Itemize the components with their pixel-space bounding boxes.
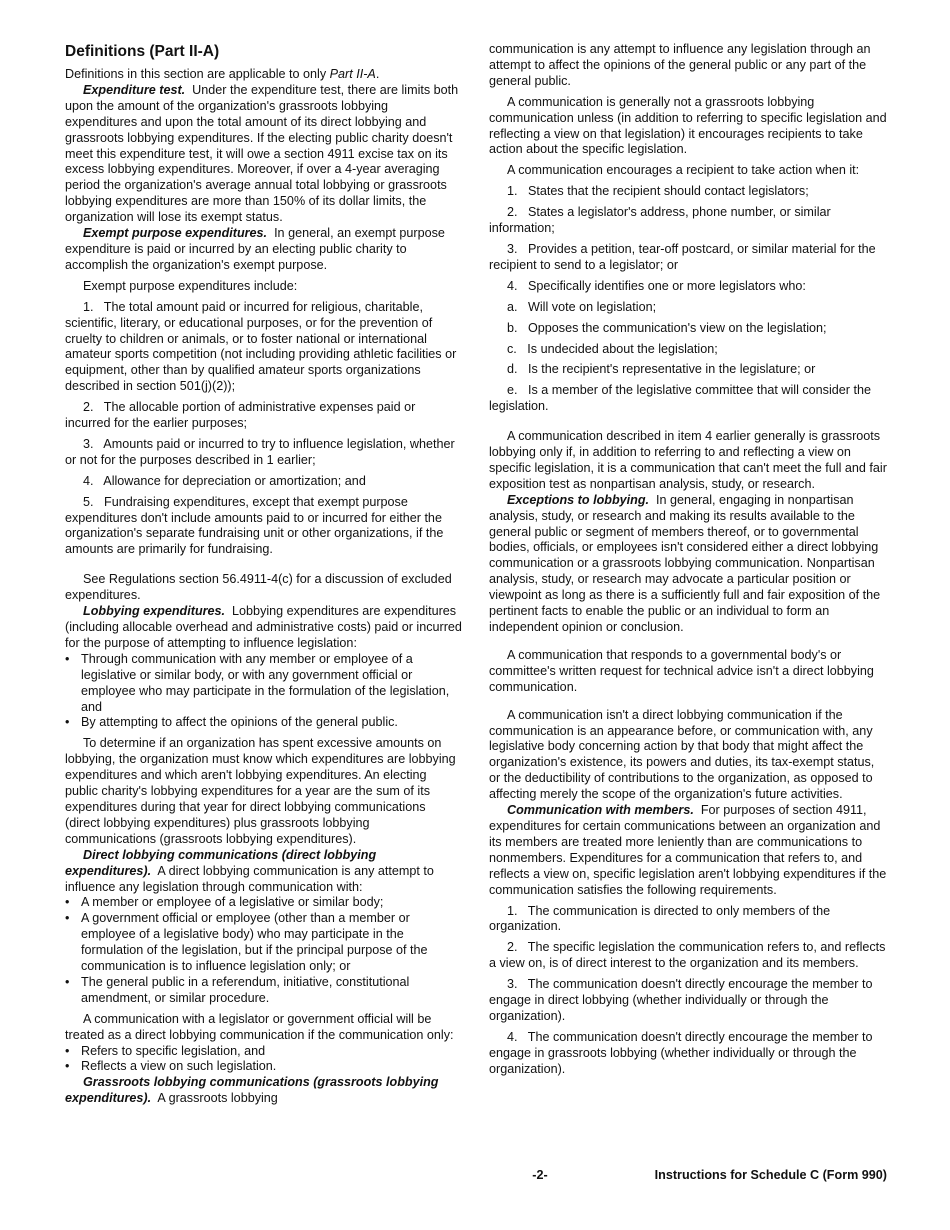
lobbying-expenditures-paragraph [65, 604, 462, 652]
list-item: 1. The communication is directed to only members of the organization. [489, 903, 831, 934]
list-item: 4. The communication doesn't directly encourage the member to engage in grassroots lobbying (whether individually or through the organization). [489, 1029, 873, 1076]
list-item: 5. Fundraising expenditures, except that exempt purpose expenditures don't include amounts paid to or incurred for either the organization's separate fundraising unit or other organizations, if the amounts are primarily for fundraising. [65, 494, 444, 557]
exceptions-paragraph [489, 493, 887, 636]
bullet-item [65, 652, 462, 716]
list-item: 2. States a legislator's address, phone number, or similar information; [489, 205, 831, 236]
list-item: 2. The specific legislation the communication refers to, and reflects a view on, is of direct interest to the organization and its members. [489, 940, 886, 971]
exceptions-body: In general, engaging in nonpartisan analysis, study, or research and making its results available to the general public or segment of members thereof, or to governmental bodies, officials, or employees isn't considered either a direct lobbying communication or a grassroots lobbying communication. Nonpartisan analysis, study, or research may advocate a particular position or viewpoint as long as there is a sufficiently full and fair exposition of the pertinent facts to enable the public or an individual to form an independent opinion or conclusion. [489, 492, 881, 634]
list-item: 2. The allocable portion of administrative expenses paid or incurred for the earlier purposes; [65, 400, 416, 431]
encourages-paragraph: A communication encourages a recipient to take action when it: [507, 163, 860, 178]
right-column [489, 42, 887, 1078]
bullet-text: The general public in a referendum, initiative, constitutional amendment, or similar procedure. [81, 974, 410, 1005]
section-heading: Definitions (Part II-A) [65, 43, 220, 60]
bullet-item [65, 975, 462, 1007]
members-paragraph [489, 803, 887, 898]
list-item: e. Is a member of the legislative committee that will consider the legislation. [489, 383, 871, 414]
bullet-item [65, 895, 462, 911]
bullet-icon: • [65, 715, 70, 730]
list-item: 1. The total amount paid or incurred for religious, charitable, scientific, literary, or educational purposes, or for the prevention of cruelty to children or animals, or to foster national or international amateur sports competition (not including providing athletic facilities or equipment, other than by qualified amateur sports organizations described in section 501(j)(2)); [65, 299, 457, 394]
list-item: 3. The communication doesn't directly encourage the member to engage in direct lobbying (whether individually or through the organization). [489, 977, 873, 1023]
exempt-purpose-body: In general, an exempt purpose expenditure is paid or incurred by an electing public charity to accomplish the organization's exempt purpose. [65, 226, 445, 272]
exempt-purpose-heading: Exempt purpose expenditures. [83, 226, 268, 241]
list-item: 3. Amounts paid or incurred to try to influence legislation, whether or not for the purposes described in 1 earlier; [65, 436, 455, 467]
bullet-icon: • [65, 1059, 70, 1074]
list-item: a. Will vote on legislation; [507, 299, 657, 314]
legislator-paragraph: A communication with a legislator or government official will be treated as a direct lobbying communication if the communication only: [65, 1011, 454, 1042]
bullet-text: A government official or employee (other than a member or employee of a legislative body) who may participate in the formulation of the legislation, but if the principal purpose of the communication is to influence legislation only; or [81, 911, 428, 974]
bullet-icon: • [65, 651, 70, 666]
bullet-icon: • [65, 895, 70, 910]
form-name: Instructions for Schedule C (Form 990) [654, 1168, 887, 1182]
exempt-purpose-paragraph [65, 226, 462, 274]
intro-suffix: . [375, 67, 380, 81]
intro-paragraph [65, 67, 462, 83]
grassroots-heading: Grassroots lobbying communications (grassroots lobbying expenditures). [65, 1075, 439, 1106]
bullet-text: Reflects a view on such legislation. [81, 1059, 277, 1074]
grassroots-body: A grassroots lobbying [157, 1091, 278, 1106]
list-item: d. Is the recipient's representative in the legislature; or [507, 362, 816, 377]
bullet-text: Refers to specific legislation, and [81, 1043, 266, 1058]
list-item: 1. States that the recipient should contact legislators; [507, 184, 809, 199]
bullet-item [65, 715, 462, 731]
intro-ref: Part II-A [329, 67, 376, 81]
grassroots-continued-paragraph: communication is any attempt to influence any legislation through an attempt to affect the opinions of the general public or any part of the general public. [489, 42, 871, 88]
direct-lobbying-paragraph [65, 848, 462, 896]
list-item: b. Opposes the communication's view on the legislation; [507, 320, 827, 335]
page-footer [65, 1168, 887, 1186]
excessive-amounts-paragraph: To determine if an organization has spent excessive amounts on lobbying, the organization must know which expenditures are lobbying expenditures and which aren't lobbying expenditures. An electing public charity's lobbying expenditures for a year are the sum of its expenditures during that year for direct lobbying communications (direct lobbying expenditures) plus grassroots lobbying communications (grassroots lobbying expenditures). [65, 736, 456, 846]
see-regulations-text: See Regulations section 56.4911-4(c) for a discussion of excluded expenditures. [65, 572, 452, 603]
bullet-item [65, 1044, 462, 1060]
lobbying-expenditures-heading: Lobbying expenditures. [83, 604, 226, 619]
direct-lobbying-heading: Direct lobbying communications (direct lobbying expenditures). [65, 847, 377, 878]
direct-lobbying-body: A direct lobbying communication is any attempt to influence any legislation through communication with: [65, 863, 434, 894]
expenditure-test-heading: Expenditure test. [83, 82, 186, 97]
page-number: -2- [532, 1168, 548, 1182]
list-item: c. Is undecided about the legislation; [507, 341, 718, 356]
technical-advice-paragraph: A communication that responds to a governmental body's or committee's written request for technical advice isn't a direct lobbying communication. [489, 647, 874, 694]
left-column [65, 42, 462, 1107]
exceptions-heading: Exceptions to lobbying. [507, 492, 650, 507]
intro-text: Definitions in this section are applicable to only [65, 67, 330, 81]
list-item: 3. Provides a petition, tear-off postcard, or similar material for the recipient to send to a legislator; or [489, 241, 876, 272]
bullet-icon: • [65, 974, 70, 989]
bullet-icon: • [65, 911, 70, 926]
members-heading: Communication with members. [507, 803, 694, 818]
bullet-item [65, 1059, 462, 1075]
grassroots-paragraph [65, 1075, 462, 1107]
bullet-text: A member or employee of a legislative or similar body; [81, 895, 384, 910]
list-item: 4. Allowance for depreciation or amortization; and [83, 473, 366, 488]
bullet-text: Through communication with any member or employee of a legislative or similar body, or with any government official or employee who may participate in the formulation of the legislation, and [81, 651, 450, 714]
bullet-icon: • [65, 1043, 70, 1058]
lobbying-expenditures-body: Lobbying expenditures are expenditures (including allocable overhead and administrative costs) paid or incurred for the purpose of attempting to influence legislation: [65, 604, 462, 650]
expenditure-test-paragraph [65, 83, 462, 226]
appearance-paragraph: A communication isn't a direct lobbying communication if the communication is an appearance before, or communication with, any legislative body concerning action by that body that might affect the organization's existence, its powers and duties, its tax-exempt status, or the deductibility of contributions to the organization, as opposed to affecting merely the scope of the organization's future activities. [489, 707, 875, 802]
members-body: For purposes of section 4911, expenditures for certain communications between an organization and its members are treated more leniently than are communications to nonmembers. Expenditures for a communication that refers to, and reflects a view on, specific legislation aren't lobbying expenditures if the communication satisfies the following requirements. [489, 803, 887, 897]
bullet-item [65, 911, 462, 975]
bullet-text: By attempting to affect the opinions of the general public. [81, 715, 398, 730]
exempt-include-text: Exempt purpose expenditures include: [83, 278, 298, 293]
not-grassroots-paragraph: A communication is generally not a grassroots lobbying communication unless (in addition to referring to specific legislation and reflecting a view on that legislation) it encourages recipients to take action about the specific legislation. [489, 94, 887, 157]
expenditure-test-body: Under the expenditure test, there are limits both upon the amount of the organization's grassroots lobbying expenditures and upon the total amount of its direct lobbying and grassroots lobbying expenditures. If the electing public charity doesn't meet this expenditure test, it will owe a section 4911 excise tax on its excess lobbying expenditures. Moreover, if over a 4-year averaging period the organization's average annual total lobbying or grassroots lobbying expenditures are more than 150% of its dollar limits, the organization will lose its exempt status. [65, 82, 459, 225]
item4-paragraph: A communication described in item 4 earlier generally is grassroots lobbying only if, in addition to referring to and reflecting a view on specific legislation, it is a communication that can't meet the full and fair exposition test as nonpartisan analysis, study, or research. [489, 429, 887, 491]
list-item: 4. Specifically identifies one or more legislators who: [507, 278, 806, 293]
